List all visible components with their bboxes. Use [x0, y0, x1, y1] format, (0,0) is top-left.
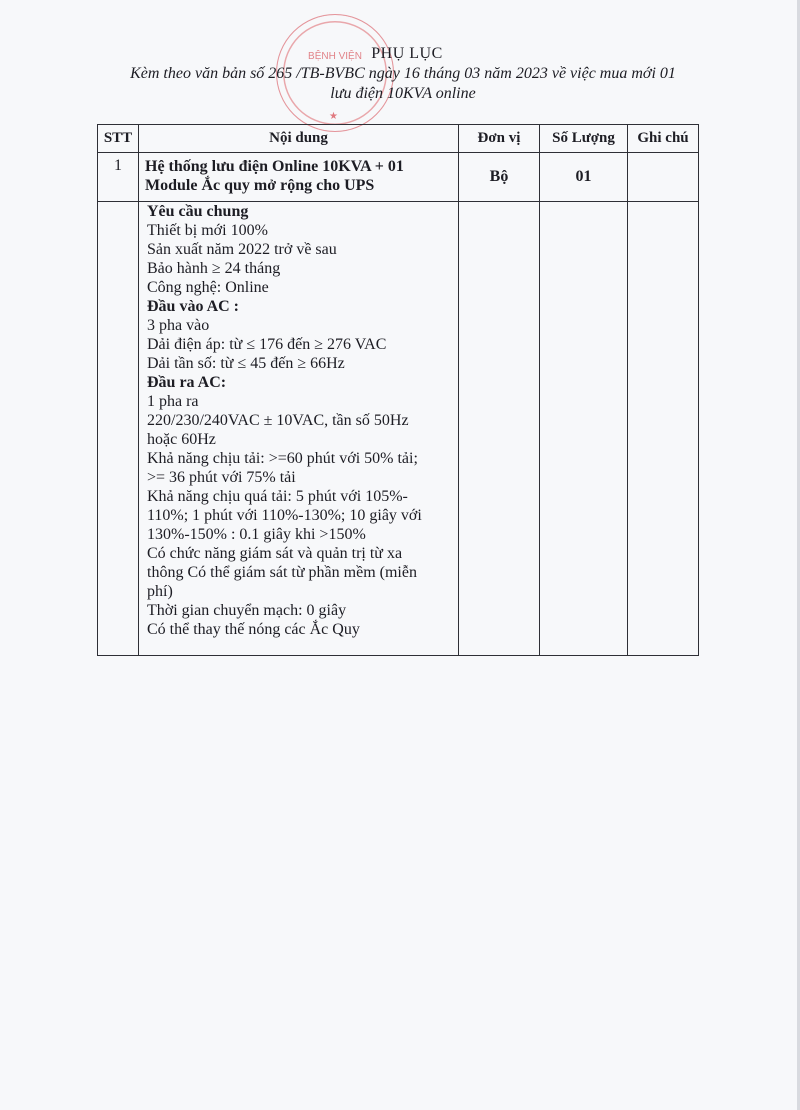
spec-line: Đầu ra AC: [147, 374, 227, 391]
row1-don-vi: Bộ [459, 153, 540, 202]
table-row [98, 153, 699, 202]
spec-line: Công nghệ: Online [147, 279, 269, 296]
spec-line: Dải tần số: từ ≤ 45 đến ≥ 66Hz [147, 355, 345, 372]
spec-line: 1 pha ra [147, 393, 199, 410]
spec-line: >= 36 phút với 75% tải [147, 469, 296, 486]
row1-noi-dung [139, 153, 459, 202]
row2-stt [98, 202, 139, 656]
stamp-star-icon: ★ [329, 111, 338, 122]
spec-line: hoặc 60Hz [147, 431, 216, 448]
spec-line: Có thể thay thế nóng các Ắc Quy [147, 621, 360, 638]
spec-line: phí) [147, 583, 173, 600]
spec-line: Thời gian chuyển mạch: 0 giây [147, 602, 347, 619]
row1-so-luong: 01 [540, 153, 628, 202]
spec-line: Thiết bị mới 100% [147, 222, 268, 239]
item-title: Hệ thống lưu điện Online 10KVA + 01 Module Ắc quy mở rộng cho UPS [145, 158, 404, 194]
appendix-table [97, 124, 699, 656]
header-ghi-chu: Ghi chú [628, 125, 699, 153]
spec-line: thông Có thể giám sát từ phần mềm (miễn [147, 564, 417, 581]
spec-line: Đầu vào AC : [147, 298, 240, 315]
spec-line: Khả năng chịu tải: >=60 phút với 50% tải; [147, 450, 418, 467]
header-stt: STT [98, 125, 139, 153]
spec-line: 3 pha vào [147, 317, 210, 334]
spec-line: Sản xuất năm 2022 trở về sau [147, 241, 337, 258]
spec-line: Có chức năng giám sát và quản trị từ xa [147, 545, 403, 562]
document-header [0, 44, 800, 104]
page-title: PHỤ LỤC [371, 45, 443, 62]
spec-line: Bảo hành ≥ 24 tháng [147, 260, 281, 277]
spec-line: Yêu cầu chung [147, 203, 249, 220]
spec-list [139, 202, 458, 639]
subtitle-line-2: lưu điện 10KVA online [330, 85, 476, 102]
header-noi-dung: Nội dung [139, 125, 459, 153]
spec-line: 110%; 1 phút với 110%-130%; 10 giây với [147, 507, 422, 524]
stamp-text: BỆNH VIỆN [308, 51, 362, 62]
row1-stt: 1 [98, 153, 139, 202]
spec-line: Khả năng chịu quá tải: 5 phút với 105%- [147, 488, 408, 505]
row2-spec-cell [139, 202, 459, 656]
spec-line: 130%-150% : 0.1 giây khi >150% [147, 526, 366, 543]
row2-so-luong [540, 202, 628, 656]
row2-don-vi [459, 202, 540, 656]
table-row-specs [98, 202, 699, 656]
spec-line: 220/230/240VAC ± 10VAC, tần số 50Hz [147, 412, 409, 429]
row1-ghi-chu [628, 153, 699, 202]
spec-line: Dải điện áp: từ ≤ 176 đến ≥ 276 VAC [147, 336, 387, 353]
row2-ghi-chu [628, 202, 699, 656]
table-header-row [98, 125, 699, 153]
header-so-luong: Số Lượng [540, 125, 628, 153]
subtitle-line-1: Kèm theo văn bản số 265 /TB-BVBC ngày 16 tháng 03 năm 2023 về việc mua mới 01 [130, 65, 676, 82]
header-don-vi: Đơn vị [459, 125, 540, 153]
